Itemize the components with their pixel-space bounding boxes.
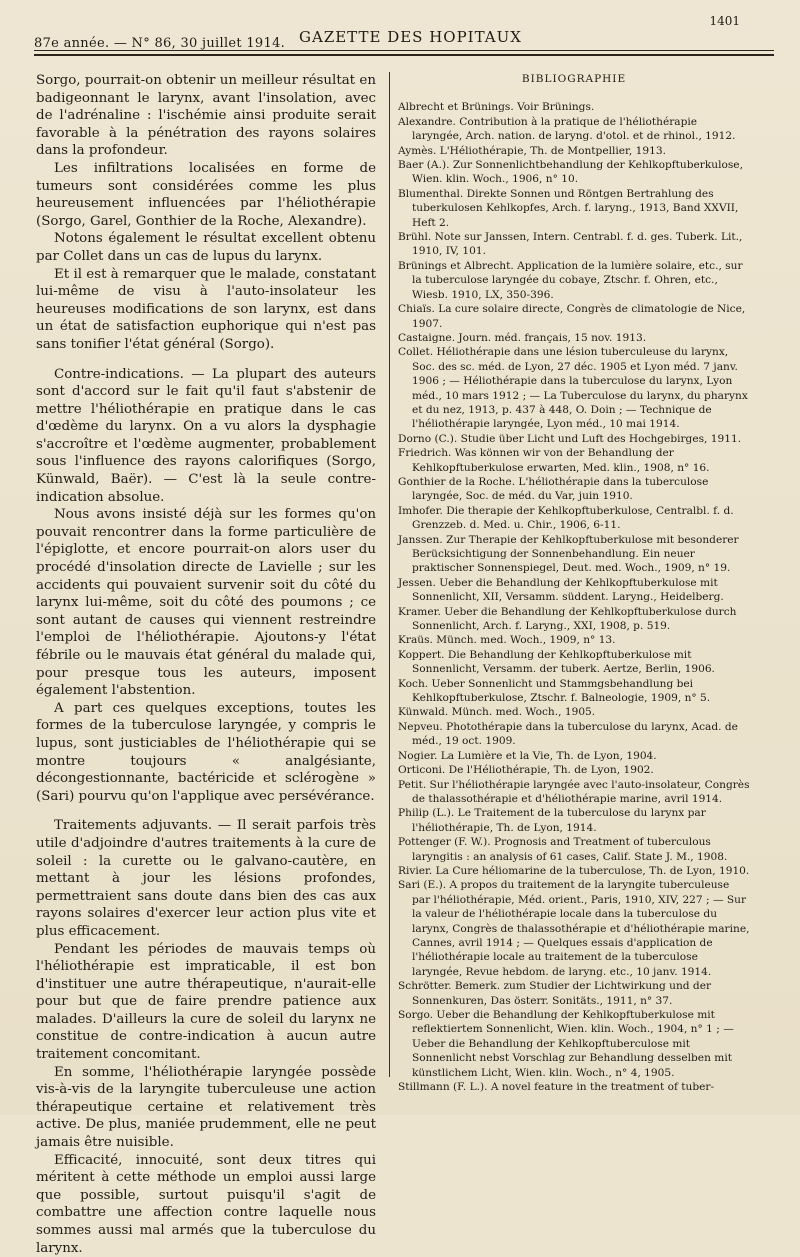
bibliography-entry: Gonthier de la Roche. L'héliothérapie dans la tuberculose laryngée, Soc. de méd. du Var, juin 1910. bbox=[398, 475, 709, 503]
issue-line: 87e année. — N° 86, 30 juillet 1914. bbox=[34, 36, 286, 51]
bibliography-entry: Kraüs. Münch. med. Woch., 1909, n° 13. bbox=[398, 634, 616, 647]
header-rule-thick bbox=[34, 54, 774, 56]
bibliography-entry: Jessen. Ueber die Behandlung der Kehlkopftuberkulose mit Sonnenlicht, XII, Versamm. süddent. Laryng., Heidelberg. bbox=[398, 576, 724, 604]
bibliography-entry: Janssen. Zur Therapie der Kehlkopftuberkulose mit besonderer Berücksichtigung der Sonnenbehandlung. Ein neuer praktischer Sonnenspiegel, Deut. med. Woch., 1909, n° 19. bbox=[398, 533, 739, 575]
article-column bbox=[36, 72, 376, 1257]
bibliography-entry: Petit. Sur l'héliothérapie laryngée avec l'auto-insolateur, Congrès de thalassothérapie et d'héliothérapie marine, avril 1914. bbox=[398, 778, 750, 805]
article-paragraph: A part ces quelques exceptions, toutes les formes de la tuberculose laryngée, y compris le lupus, sont justiciables de l'héliothérapie qui se montre toujours « analgésiante, décongestionnante, bactéricide et sclérogène » (Sari) pourvu qu'on l'applique avec persévérance. bbox=[36, 700, 376, 804]
bibliography-entry: Collet. Héliothérapie dans une lésion tuberculeuse du larynx, Soc. des sc. méd. de Lyon, 27 déc. 1905 et Lyon méd. 7 janv. 1906 ; — Héliothérapie dans la tuberculose du larynx, Lyon méd., 10 mars 1912 ; — La Tuberculose du larynx, du pharynx et du nez, 1913, p. 437 à 448, O. Doin ; — Technique de l'héliothérapie laryngée, Lyon méd., 10 mai 1914. bbox=[398, 346, 748, 431]
bibliography-entry: Albrecht et Brünings. Voir Brünings. bbox=[398, 101, 595, 114]
bibliography-entry: Chiaïs. La cure solaire directe, Congrès de climatologie de Nice, 1907. bbox=[398, 303, 746, 330]
bibliography-entry: Alexandre. Contribution à la pratique de l'héliothérapie laryngée, Arch. nation. de laryng. d'otol. et de rhinol., 1912. bbox=[398, 115, 736, 143]
bibliography-entry: Sari (E.). A propos du traitement de la laryngite tuberculeuse par l'héliothérapie, Méd. orient., Paris, 1910, XIV, 227 ; — Sur la valeur de l'héliothérapie locale dans la tuberculose du larynx, Congrès de thalassothérapie et d'héliothérapie marine, Cannes, avril 1914 ; — Quelques essais d'application de l'héliothérapie locale au traitement de la tuberculose laryngée, Revue hebdom. de laryng. etc., 10 janv. 1914. bbox=[398, 879, 750, 978]
bibliography-column bbox=[398, 72, 750, 1094]
bibliography-entry: Dorno (C.). Studie über Licht und Luft des Hochgebirges, 1911. bbox=[398, 432, 742, 445]
article-paragraph: En somme, l'héliothérapie laryngée possède vis-à-vis de la laryngite tuberculeuse une action thérapeutique certaine et relativement très active. De plus, maniée prudemment, elle ne peut jamais être nuisible. bbox=[36, 1064, 376, 1151]
bibliography-entry: Imhofer. Die therapie der Kehlkopftuberkulose, Centralbl. f. d. Grenzzeb. d. Med. u. Chir., 1906, 6-11. bbox=[398, 504, 734, 532]
bibliography-entry: Rivier. La Cure héliomarine de la tuberculose, Th. de Lyon, 1910. bbox=[398, 864, 750, 877]
bibliography-entry: Nepveu. Photothérapie dans la tuberculose du larynx, Acad. de méd., 19 oct. 1909. bbox=[398, 720, 738, 748]
bibliography-entry: Sorgo. Ueber die Behandlung der Kehlkopftuberkulose mit reflektiertem Sonnenlicht, Wien. klin. Woch., 1904, n° 1 ; — Ueber die Behandlung der Kehlkopftuberculose mit Sonnenlicht nebst Vorschlag zur Behandlung desselben mit künstlichem Licht, Wien. klin. Woch., n° 4, 1905. bbox=[398, 1009, 734, 1079]
article-paragraph: Et il est à remarquer que le malade, constatant lui-même de visu à l'auto-insolateur les heureuses modifications de son larynx, est dans un état de satisfaction euphorique qui n'est pas sans tonifier l'état général (Sorgo). bbox=[36, 266, 376, 352]
article-paragraph: Les infiltrations localisées en forme de tumeurs sont considérées comme les plus heureusement influencées par l'héliothérapie (Sorgo, Garel, Gonthier de la Roche, Alexandre). bbox=[36, 160, 376, 229]
bibliography-entry: Künwald. Münch. med. Woch., 1905. bbox=[398, 706, 596, 719]
article-paragraph: Traitements adjuvants. — Il serait parfois très utile d'adjoindre d'autres traitements à la cure de soleil : la curette ou le galvano-cautère, en mettant à jour les lésions profondes, permettraient sans doute dans bien des cas aux rayons solaires d'exercer leur action plus vite et plus efficacement. bbox=[36, 818, 376, 939]
bibliography-entry: Schrötter. Bemerk. zum Studier der Lichtwirkung und der Sonnenkuren, Das österr. Sonitäts., 1911, n° 37. bbox=[398, 980, 712, 1007]
bibliography-entry: Friedrich. Was können wir von der Behandlung der Kehlkopftuberkulose erwarten, Med. klin., 1908, n° 16. bbox=[398, 447, 710, 474]
bibliography-entry: Koch. Ueber Sonnenlicht und Stammgsbehandlung bei Kehlkopftuberkulose, Ztschr. f. Balneologie, 1909, n° 5. bbox=[398, 677, 711, 705]
article-paragraph: Pendant les périodes de mauvais temps où l'héliothérapie est impraticable, il est bon d'instituer une autre thérapeutique, n'aurait-elle pour but que de faire prendre patience aux malades. D'ailleurs la cure de soleil du larynx ne constitue de contre-indication à aucun autre traitement concomitant. bbox=[36, 941, 376, 1063]
header-rule bbox=[34, 50, 774, 51]
bibliography-entry: Koppert. Die Behandlung der Kehlkopftuberkulose mit Sonnenlicht, Versamm. der tuberk. Aertze, Berlin, 1906. bbox=[398, 648, 715, 676]
bibliography-entry: Pottenger (F. W.). Prognosis and Treatment of tuberculous laryngitis : an analysis of 61 cases, Calif. State J. M., 1908. bbox=[398, 836, 728, 863]
column-divider bbox=[389, 72, 390, 1077]
bibliography-entry: Aymès. L'Héliothérapie, Th. de Montpellier, 1913. bbox=[398, 144, 666, 157]
article-paragraph: Contre-indications. — La plupart des auteurs sont d'accord sur le fait qu'il faut s'abstenir de mettre l'héliothérapie en pratique dans le cas d'œdème du larynx. On a vu alors la dysphagie s'accroître et l'œdème augmenter, probablement sous l'influence des rayons calorifiques (Sorgo, Künwald, Baër). — C'est là la seule contre-indication absolue. bbox=[36, 366, 376, 505]
bibliography-entry: Philip (L.). Le Traitement de la tuberculose du larynx par l'héliothérapie, Th. de Lyon, 1914. bbox=[398, 807, 706, 834]
bibliography-title: BIBLIOGRAPHIE bbox=[521, 73, 627, 85]
bibliography-list bbox=[398, 100, 750, 1094]
paragraph-gap bbox=[36, 354, 376, 366]
paragraph-gap bbox=[36, 805, 376, 817]
bibliography-entry: Kramer. Ueber die Behandlung der Kehlkopftuberkulose durch Sonnenlicht, Arch. f. Laryng., XXI, 1908, p. 519. bbox=[398, 605, 737, 633]
bibliography-entry: Nogier. La Lumière et la Vie, Th. de Lyon, 1904. bbox=[398, 749, 657, 762]
page-number: 1401 bbox=[709, 14, 740, 28]
bibliography-entry: Baer (A.). Zur Sonnenlichtbehandlung der Kehlkopftuberkulose, Wien. klin. Woch., 1906, n° 10. bbox=[398, 159, 743, 186]
article-paragraph: Nous avons insisté déjà sur les formes qu'on pouvait rencontrer dans la forme particulière de l'épiglotte, et encore pourrait-on alors user du procédé d'insolation directe de Lavielle ; sur les accidents qui pouvaient survenir soit du côté du larynx lui-même, soit du côté des poumons ; ce sont autant de causes qui viennent restreindre l'emploi de l'héliothérapie. Ajoutons-y l'état fébrile ou le mauvais état général du malade qui, pour presque tous les auteurs, imposent également l'abstention. bbox=[36, 507, 376, 699]
article-paragraph: Sorgo, pourrait-on obtenir un meilleur résultat en badigeonnant le larynx, avant l'insolation, avec de l'adrénaline : l'ischémie ainsi produite serait favorable à la pénétration des rayons solaires dans la profondeur. bbox=[36, 73, 376, 159]
bibliography-entry: Castaigne. Journ. méd. français, 15 nov. 1913. bbox=[398, 331, 647, 344]
bibliography-entry: Blumenthal. Direkte Sonnen und Röntgen Bertrahlung des tuberkulosen Kehlkopfes, Arch. f. laryng., 1913, Band XXVII, Heft 2. bbox=[398, 187, 739, 229]
bibliography-entry: Brünings et Albrecht. Application de la lumière solaire, etc., sur la tuberculose laryngée du cobaye, Ztschr. f. Ohren, etc., Wiesb. 1910, LX, 350-396. bbox=[398, 259, 743, 301]
bibliography-entry: Orticoni. De l'Héliothérapie, Th. de Lyon, 1902. bbox=[398, 764, 654, 777]
bibliography-entry: Stillmann (F. L.). A novel feature in the treatment of tuber- bbox=[398, 1081, 715, 1094]
article-paragraph: Notons également le résultat excellent obtenu par Collet dans un cas de lupus du larynx. bbox=[36, 231, 376, 264]
article-paragraph: Efficacité, innocuité, sont deux titres qui méritent à cette méthode un emploi aussi large que possible, surtout puisqu'il s'agit de combattre une affection contre laquelle nous sommes aussi mal armés que la tuberculose du larynx. bbox=[36, 1152, 376, 1256]
journal-title: GAZETTE DES HOPITAUX bbox=[299, 28, 522, 46]
bibliography-entry: Brühl. Note sur Janssen, Intern. Centrabl. f. d. ges. Tuberk. Lit., 1910, IV, 101. bbox=[398, 231, 743, 258]
page-header bbox=[34, 14, 740, 54]
